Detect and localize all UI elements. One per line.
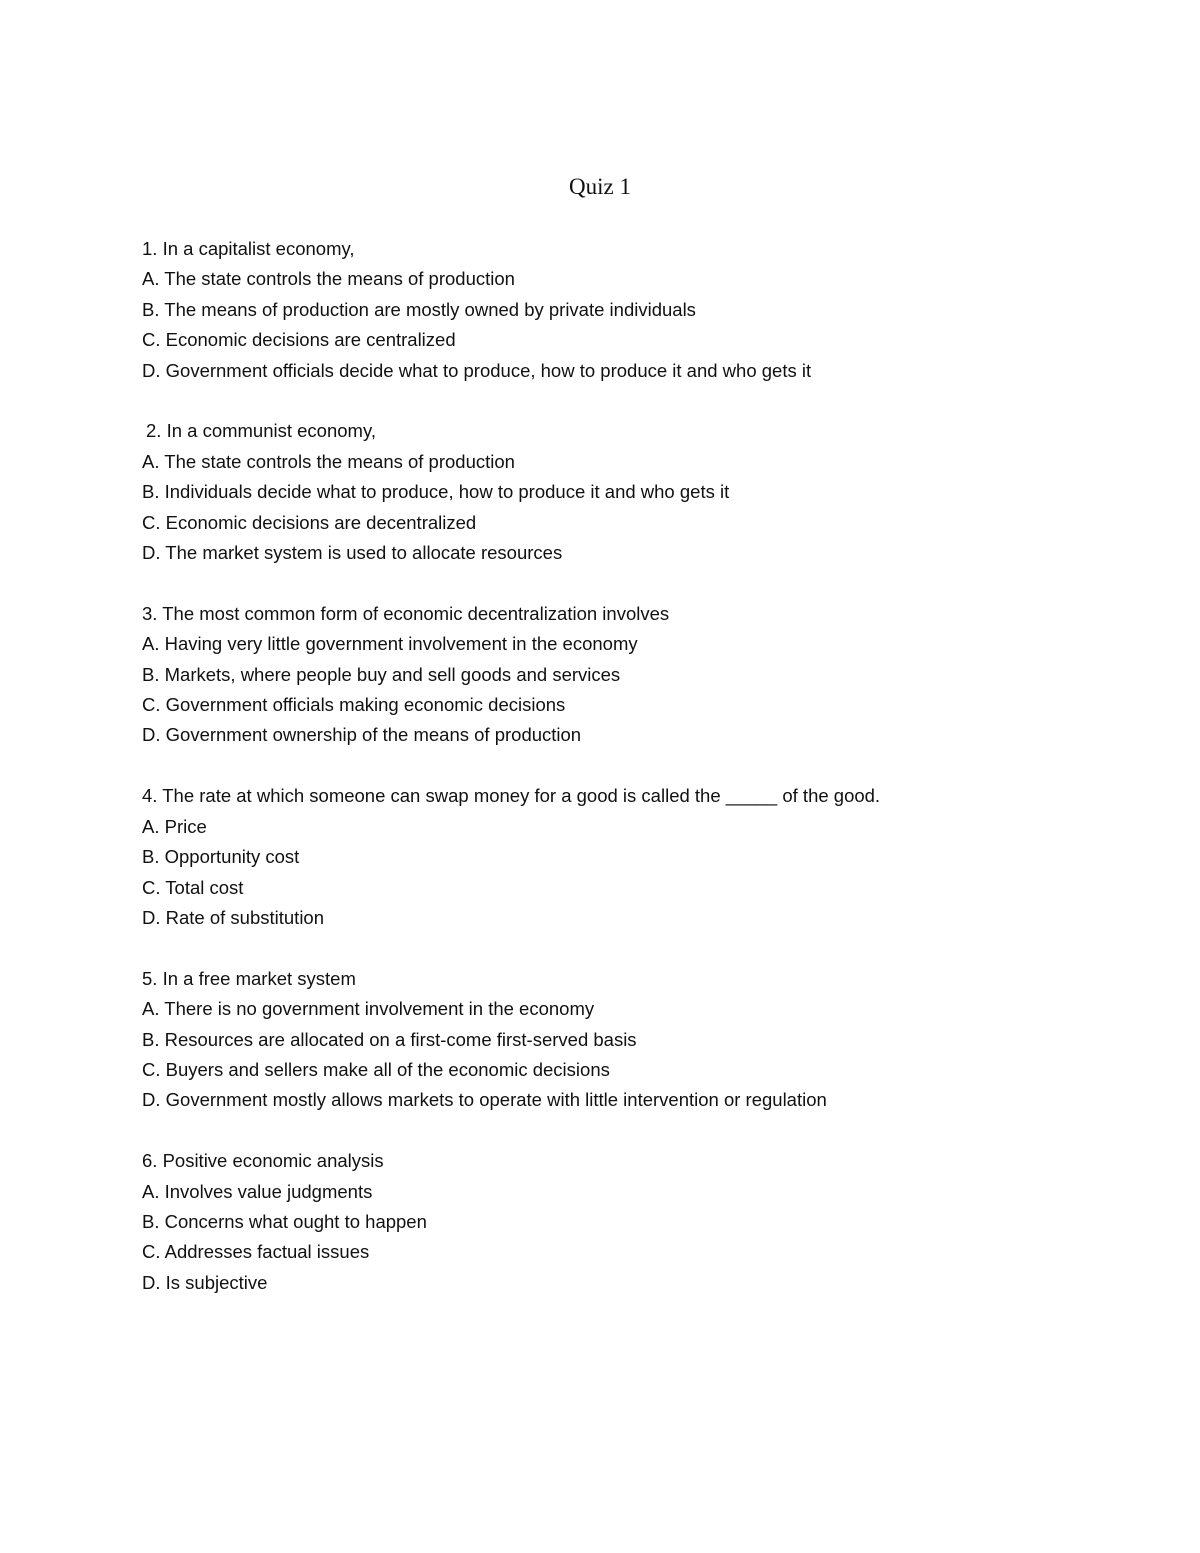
answer-option-c: C. Government officials making economic decisions (142, 694, 566, 716)
question-3 (142, 599, 1142, 751)
answer-option-d: D. Government mostly allows markets to operate with little intervention or regulation (142, 1089, 827, 1111)
answer-option-c: C. Economic decisions are decentralized (142, 511, 477, 533)
question-stem: 3. The most common form of economic decentralization involves (142, 602, 670, 624)
answer-option-d: D. Rate of substitution (142, 906, 325, 928)
question-5 (142, 964, 1142, 1116)
answer-option-a: A. Involves value judgments (142, 1180, 373, 1202)
answer-option-b: B. Individuals decide what to produce, how to produce it and who gets it (142, 481, 730, 503)
question-stem: 6. Positive economic analysis (142, 1150, 384, 1172)
question-stem: 1. In a capitalist economy, (142, 238, 355, 259)
answer-option-b: B. The means of production are mostly owned by private individuals (142, 298, 696, 320)
answer-option-c: C. Buyers and sellers make all of the economic decisions (142, 1058, 610, 1080)
answer-option-c: C. Total cost (142, 876, 244, 898)
answer-option-d: D. The market system is used to allocate resources (142, 542, 563, 564)
question-stem: 2. In a communist economy, (146, 420, 376, 442)
answer-option-b: B. Markets, where people buy and sell goods and services (142, 663, 621, 685)
question-4 (142, 781, 1142, 933)
question-2 (142, 416, 1142, 568)
answer-option-d: D. Is subjective (142, 1271, 268, 1293)
question-stem: 5. In a free market system (142, 967, 356, 989)
answer-option-c: C. Economic decisions are centralized (142, 329, 456, 351)
answer-option-b: B. Concerns what ought to happen (142, 1211, 427, 1233)
answer-option-a: A. There is no government involvement in the economy (142, 998, 595, 1020)
page-title: Quiz 1 (569, 174, 631, 199)
answer-option-a: A. The state controls the means of production (142, 450, 515, 472)
question-stem: 4. The rate at which someone can swap money for a good is called the _____ of the good. (142, 785, 881, 807)
answer-option-d: D. Government ownership of the means of production (142, 724, 582, 746)
answer-option-d: D. Government officials decide what to produce, how to produce it and who gets it (142, 359, 812, 381)
answer-option-c: C. Addresses factual issues (142, 1241, 370, 1263)
question-list (142, 234, 1142, 1329)
answer-option-a: A. The state controls the means of production (142, 268, 515, 290)
answer-option-a: A. Having very little government involvement in the economy (142, 633, 638, 655)
answer-option-a: A. Price (142, 815, 207, 837)
question-1 (142, 234, 1142, 386)
answer-option-b: B. Opportunity cost (142, 846, 300, 868)
answer-option-b: B. Resources are allocated on a first-come first-served basis (142, 1028, 637, 1050)
question-6 (142, 1146, 1142, 1298)
